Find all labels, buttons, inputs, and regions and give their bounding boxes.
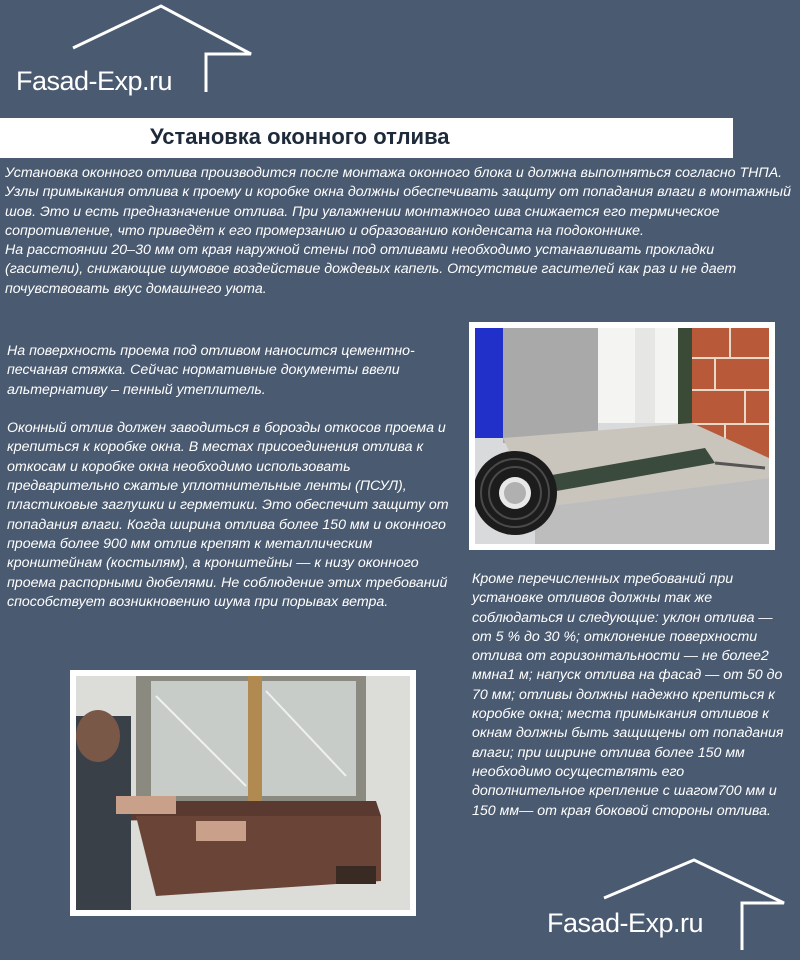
page-title: Установка оконного отлива <box>150 124 450 149</box>
left-paragraph-2: Оконный отлив должен заводиться в борозды откосов проема и крепиться к коробке окна. В местах присоединения отлива к откосам и коробке окна необходимо использовать предварительно сжатые уплотнительные ленты (ПСУЛ), пластиковые заглушки и герметики. Это обеспечит защиту от попадания влаги. Когда ширина отлива более 150 мм и оконного проема более 900 мм отлив крепят к металлическим кронштейнам (костылям), а кронштейны — к низу оконного проема распорными дюбелями. Не соблюдение этих требований способствует возникновению шума при порывах ветра. <box>7 420 449 610</box>
left-column-text <box>7 342 465 612</box>
intro-text <box>5 164 795 299</box>
right-paragraph: Кроме перечисленных требований при установке отливов должны так же соблюдаться и следующие: уклон отлива — от 5 % до 30 %; отклонение поверхности отлива от горизонтальности — не более2 ммна1 м; напуск отлива на фасад — от 50 до 70 мм; отливы должны надежно крепиться к коробке окна; места примыкания отливов к окнам должны быть защищены от попадания влаги; при ширине отлива более 150 мм необходимо осуществлять его дополнительное крепление с шагом700 мм и 150 мм— от края боковой стороны отлива. <box>472 571 784 819</box>
logo-brand-text: Fasad-Exp.ru <box>16 66 173 96</box>
left-paragraph-spacer <box>7 400 465 419</box>
left-paragraph-1: На поверхность проема под отливом наносится цементно-песчаная стяжка. Сейчас нормативные документы ввели альтернативу – пенный утеплитель. <box>7 343 415 398</box>
footer-logo-brand-text: Fasad-Exp.ru <box>547 908 704 938</box>
header-logo[interactable] <box>16 4 261 98</box>
intro-paragraph: Узлы примыкания отлива к проему и коробке окна должны обеспечивать защиту от попадания влаги в монтажный шов. Это и есть предназначение отлива. При увлажнении монтажного шва снижается его термическое сопротивление, что приведёт к его промерзанию и образованию конденсата на подоконнике. <box>5 184 791 239</box>
sill-tape-photo <box>469 322 775 550</box>
worker-illustration <box>76 676 410 910</box>
footer-logo[interactable] <box>544 858 800 960</box>
worker-installing-sill-photo <box>70 670 416 916</box>
right-column-text <box>472 570 790 821</box>
title-bar <box>0 118 733 158</box>
intro-paragraph: На расстоянии 20–30 мм от края наружной стены под отливами необходимо устанавливать прокладки (гасители), снижающие шумовое воздействие дождевых капель. Отсутствие гасителей как раз и не дает почувствовать вкус домашнего уюта. <box>5 242 737 297</box>
intro-paragraph: Установка оконного отлива производится после монтажа оконного блока и должна выполняться согласно ТНПА. <box>5 165 783 181</box>
sill-tape-illustration <box>475 328 769 544</box>
